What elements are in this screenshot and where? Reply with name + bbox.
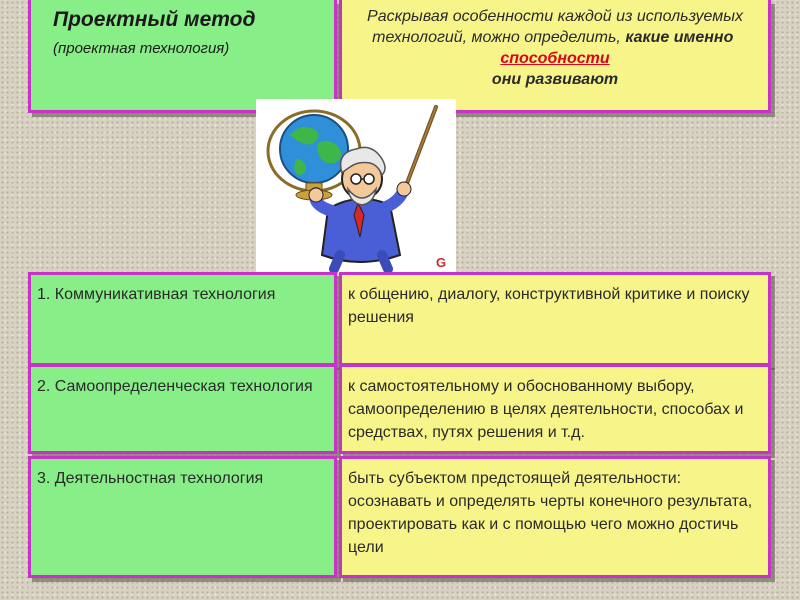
technology-name-1: 1. Коммуникативная технология [37,286,276,303]
header-description [352,6,758,90]
professor-with-globe-icon [256,99,456,273]
logo-text: G [436,255,447,270]
header-description-text: Раскрывая особенности каждой из используемых технологий, можно определить, [367,8,743,46]
header-right-cell [339,0,771,113]
header-left-cell [28,0,337,113]
develops-cell-3 [339,456,771,578]
technology-cell-1 [28,272,337,366]
develops-text-1: к общению, диалогу, конструктивной критике и поиску решения [348,286,750,326]
develops-cell-1 [339,272,771,366]
header-description-highlight: способности [500,50,610,67]
technology-cell-2 [28,364,337,454]
page-subtitle: (проектная технология) [53,40,230,57]
technology-name-2: 2. Самоопределенческая технология [37,378,313,395]
page-title: Проектный метод [53,8,256,31]
technology-cell-3 [28,456,337,578]
header-description-bold-2: они развивают [491,71,619,88]
header-description-bold-1: какие именно [625,29,734,46]
develops-text-2: к самостоятельному и обоснованному выбору, самоопределению в целях деятельности, способах и средствах, путях решения и т.д. [348,378,744,441]
professor-illustration [256,99,456,273]
develops-text-3: быть субъектом предстоящей деятельности: осознавать и определять черты конечного результата, проектировать как и с помощью чего можно достичь цели [348,470,753,556]
technology-name-3: 3. Деятельностная технология [37,470,264,487]
develops-cell-2 [339,364,771,454]
